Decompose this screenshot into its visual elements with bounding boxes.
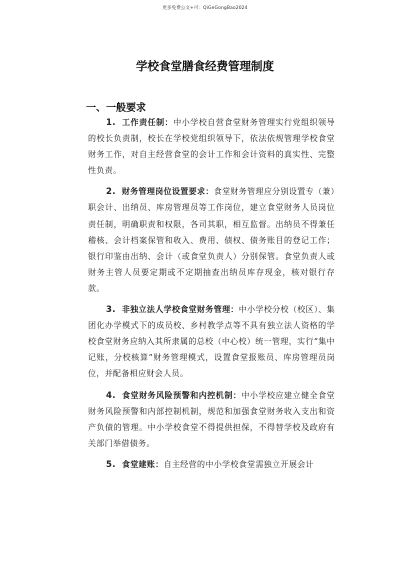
paragraph-number: 3.	[106, 305, 116, 316]
paragraph-1	[88, 115, 335, 179]
paragraph-keyword: 非独立法人学校食堂财务管理：	[121, 305, 239, 315]
paragraph-text: 食堂财务管理应分别设置专（兼）职会计、出纳员、库房管理员等工作岗位，建立食堂财务人员岗位责任制，明确职责和权限，各司其职，相互监督。出纳员不得兼任稽核、会计档案保管和收入、费用、债权、债务账目的登记工作；银行印鉴由出纳、会计（或食堂负责人）分别保管。食堂负责人或财务主管人员要定期或不定期抽查出纳员库存现金，核对银行存款。	[88, 187, 335, 293]
paragraph-text: 中小学校自营食堂财务管理实行党组织领导的校长负责制，校长在学校党组织领导下，依法依规管理学校食堂财务工作，对自主经营食堂的会计工作和会计资料的真实性、完整性负责。	[88, 118, 335, 176]
paragraph-keyword: 财务管理岗位设置要求：	[121, 187, 214, 197]
paragraph-list	[88, 115, 335, 478]
paragraph-4	[88, 388, 335, 452]
document-title: 学校食堂膳食经费管理制度	[136, 59, 274, 73]
paragraph-5	[88, 457, 335, 473]
paragraph-keyword: 食堂建账：	[121, 459, 164, 469]
paragraph-2	[88, 184, 335, 297]
section-heading: 一、一般要求	[86, 103, 146, 114]
paragraph-number: 5.	[106, 459, 116, 470]
paragraph-keyword: 食堂财务风险预警和内控机制：	[121, 390, 242, 400]
paragraph-3	[88, 302, 335, 382]
paragraph-text: 自主经营的中小学校食堂需独立开展会计	[163, 459, 314, 469]
header-note: 更多免费公文+可：QiGeGongBao2024	[162, 6, 248, 11]
paragraph-number: 1.	[106, 118, 116, 128]
paragraph-number: 2.	[106, 187, 116, 198]
paragraph-number: 4.	[106, 390, 116, 401]
paragraph-text: 中小学校分校（校区）、集团化办学模式下的成员校、乡村教学点等不具有独立法人资格的学校食堂财务应纳入其所隶属的总校（中心校）统一管理，实行“集中记账，分校核算”财务管理模式，设置食堂报账员、库房管理员岗位，并配备相应财会人员。	[88, 305, 335, 379]
paragraph-text: 中小学校应建立健全食堂财务风险预警和内部控制机制，规范和加强食堂财务收入支出和资产负债的管理。中小学校食堂不得提供担保，不得替学校及政府有关部门举借债务。	[88, 390, 335, 448]
paragraph-keyword: 工作责任制：	[121, 118, 174, 127]
